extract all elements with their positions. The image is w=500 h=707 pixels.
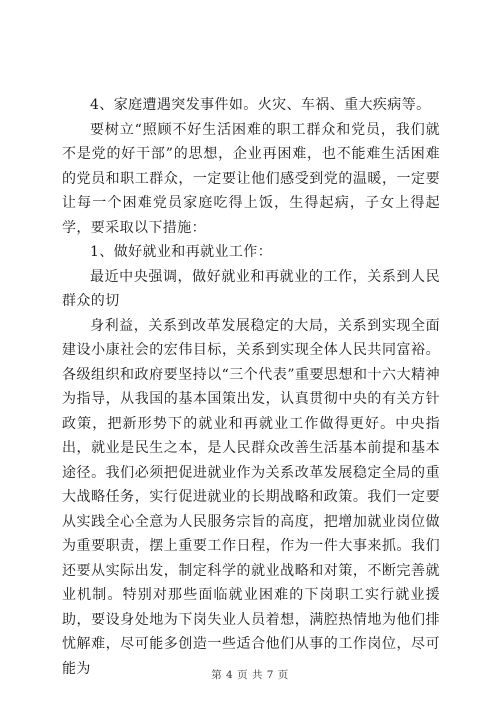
paragraph-central-emphasis: 最近中央强调，做好就业和再就业的工作，关系到人民群众的切 [62, 268, 440, 309]
section-heading-employment: 1、做好就业和再就业工作： [90, 244, 273, 260]
paragraph-measures-intro: 要树立“照顾不好生活困难的职工群众和党员，我们就不是党的好干部”的思想，企业再困难，也不能难生活困难的党员和职工群众，一定要让他们感受到党的温暖，一定要让每一个困难党员家庭吃得上饭，生得起病，子女上得起学，要采取以下措施： [62, 121, 440, 236]
list-item-family-emergency: 4、家庭遭遇突发事件如。火灾、车祸、重大疾病等。 [90, 97, 431, 113]
document-body [62, 93, 440, 681]
page-number-footer: 第 4 页 共 7 页 [211, 669, 289, 681]
paragraph-employment-body: 身利益，关系到改革发展稳定的大局，关系到实现全面建设小康社会的宏伟目标，关系到实现全体人民共同富裕。各级组织和政府要坚持以“三个代表”重要思想和十六大精神为指导，从我国的基本国策出发，认真贯彻中央的有关方针政策，把新形势下的就业和再就业工作做得更好。中央指出，就业是民生之本，是人民群众改善生活基本前提和基本途径。我们必须把促进就业作为关系改革发展稳定全局的重大战略任务，实行促进就业的长期战略和政策。我们一定要从实践全心全意为人民服务宗旨的高度，把增加就业岗位做为重要职责，摆上重要工作日程，作为一件大事来抓。我们还要从实际出发，制定科学的就业战略和对策，不断完善就业机制。特别对那些面临就业困难的下岗职工实行就业援助，要设身处地为下岗失业人员着想，满腔热情地为他们排忧解难，尽可能多创造一些适合他们从事的工作岗位，尽可能为 [62, 317, 440, 677]
